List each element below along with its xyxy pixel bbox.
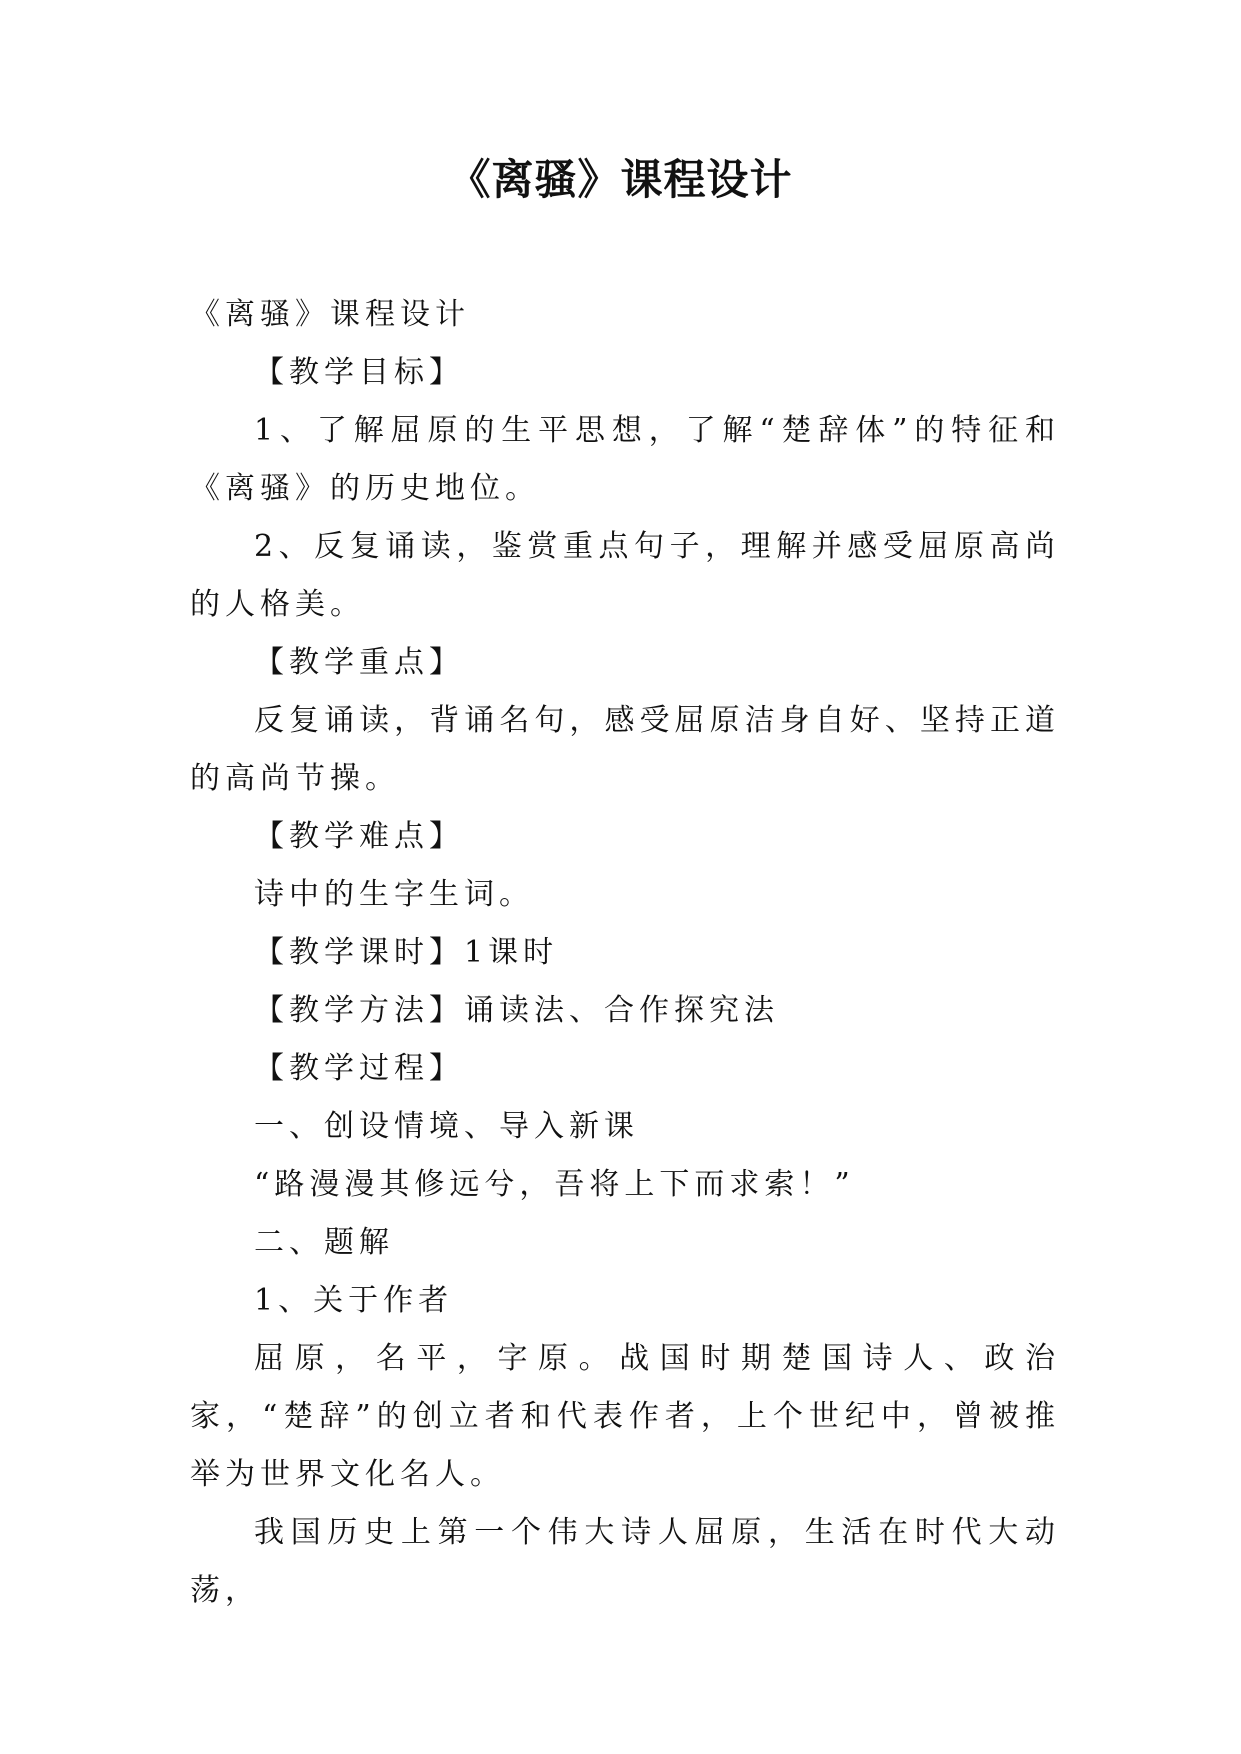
body-paragraph: 二、题解	[254, 1225, 394, 1260]
body-paragraph: 屈原，名平，字原。战国时期楚国诗人、政治家，“楚辞”的创立者和代表作者，上个世纪中，曾被推举为世界文化名人。	[190, 1341, 1060, 1492]
body-paragraph: 【教学过程】	[254, 1051, 464, 1086]
body-paragraph: 【教学重点】	[254, 645, 464, 680]
body-paragraph: 1、关于作者	[254, 1283, 454, 1318]
body-paragraph: 【教学课时】1课时	[254, 935, 559, 970]
body-paragraph: 《离骚》课程设计	[190, 297, 470, 332]
body-paragraph: 1、了解屈原的生平思想，了解“楚辞体”的特征和《离骚》的历史地位。	[190, 413, 1060, 506]
body-paragraph: “路漫漫其修远兮，吾将上下而求索！”	[254, 1167, 855, 1202]
body-paragraph: 我国历史上第一个伟大诗人屈原，生活在时代大动荡，	[190, 1515, 1060, 1608]
body-paragraph: 【教学难点】	[254, 819, 464, 854]
document-body	[190, 286, 1060, 1620]
body-paragraph: 【教学目标】	[254, 355, 464, 390]
body-paragraph: 2、反复诵读，鉴赏重点句子，理解并感受屈原高尚的人格美。	[190, 529, 1060, 622]
document-title: 《离骚》课程设计	[448, 155, 793, 204]
body-paragraph: 一、创设情境、导入新课	[254, 1109, 639, 1144]
body-paragraph: 反复诵读，背诵名句，感受屈原洁身自好、坚持正道的高尚节操。	[190, 703, 1060, 796]
body-paragraph: 诗中的生字生词。	[254, 877, 534, 912]
body-paragraph: 【教学方法】诵读法、合作探究法	[254, 993, 779, 1028]
